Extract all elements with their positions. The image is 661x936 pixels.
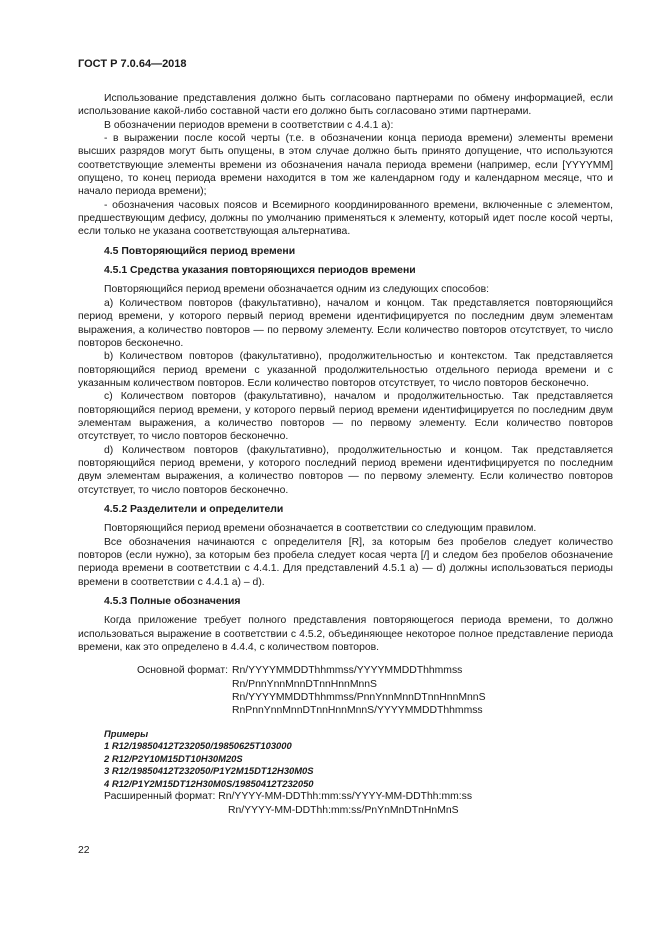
section-heading-4-5-2: 4.5.2 Разделители и определители — [104, 503, 284, 515]
paragraph: d) Количеством повторов (факультативно), продолжительностью и концом. Так представляется повторяющийся период времени, у которого последний период времени идентифицируется по последним двум элементам выражения, а количество повторов — по первому элементу. Если количество повторов отсутствует, то число повторов бесконечно. — [78, 444, 613, 496]
format-line: Rn/YYYY-MM-DDThh:mm:ss/PnYnMnDTnHnMnS — [228, 804, 459, 816]
example-item: 3 R12/19850412T232050/P1Y2M15DT12H30M0S — [104, 765, 314, 777]
paragraph: c) Количеством повторов (факультативно), началом и продолжительностью. Так представляется повторяющийся период времени, у которого первый период времени идентифицируется по последним двум элементам выражения, а количество повторов — по первому элементу. Если количество повторов отсутствует, то число повторов бесконечно. — [78, 391, 613, 443]
examples-block — [78, 728, 613, 791]
basic-format-label: Основной формат: — [137, 665, 228, 677]
section-heading-4-5: 4.5 Повторяющийся период времени — [104, 245, 296, 257]
section-heading-4-5-3: 4.5.3 Полные обозначения — [104, 596, 241, 608]
example-item: 2 R12/P2Y10M15DT10H30M20S — [104, 752, 243, 764]
paragraph: Все обозначения начинаются с определителя [R], за которым без пробелов следует количество повторов (если нужно), за которым без пробела следует косая черта [/] и следом без пробелов обозначение периода времени в соответствии с 4.4.1. Для представлений 4.5.1 а) — d) должны использоваться периоды времени в соответствии с 4.4.1 а) – d). — [78, 536, 613, 588]
paragraph: - в выражении после косой черты (т.е. в обозначении конца периода времени) элементы времени высших разрядов могут быть опущены, в этом случае должно быть принято допущение, что используются соответствующие элементы времени из обозначения начала периода времени (например, если [YYYYMM] опущено, то конец периода времени находится в том же календарном году и календарном месяце, что и начало периода времени); — [78, 133, 613, 198]
format-line: RnPnnYnnMnnDTnnHnnMnnS/YYYYMMDDThhmmss — [232, 705, 483, 717]
paragraph: Повторяющийся период времени обозначается в соответствии со следующим правилом. — [104, 523, 537, 535]
paragraph: - обозначения часовых поясов и Всемирного координированного времени, включенные с элементом, предшествующим дефису, должны по умолчанию применяться к элементу, который идет после косой черты, если только не указана соответствующая альтернатива. — [78, 199, 613, 238]
paragraph: В обозначении периодов времени в соответствии с 4.4.1 а): — [104, 119, 394, 131]
example-item: 4 R12/P1Y2M15DT12H30M0S/19850412T232050 — [104, 777, 314, 789]
paragraph: Повторяющийся период времени обозначается одним из следующих способов: — [104, 284, 490, 296]
paragraph: Когда приложение требует полного представления повторяющегося периода времени, то должно использоваться выражение в соответствии с 4.5.2, объединяющее некоторое полное представление периода времени, как это определено в 4.4.4, с количеством повторов. — [78, 615, 613, 654]
format-line: Rn/YYYY-MM-DDThh:mm:ss/YYYY-MM-DDThh:mm:ss — [218, 791, 473, 803]
examples-title: Примеры — [104, 727, 149, 739]
document-body — [78, 92, 613, 817]
example-item: 1 R12/19850412T232050/19850625T103000 — [104, 740, 292, 752]
format-line: Rn/YYYYMMDDThhmmss/YYYYMMDDThhmmss — [232, 665, 463, 677]
paragraph: а) Количеством повторов (факультативно), началом и концом. Так представляется повторяющийся период времени, у которого первый период времени идентифицируется по последним двум элементам выражения, а количество повторов — по первому элементу. Если количество повторов отсутствует, то число повторов бесконечно. — [78, 297, 613, 349]
page-number: 22 — [78, 845, 90, 856]
section-heading-4-5-1: 4.5.1 Средства указания повторяющихся периодов времени — [104, 265, 416, 277]
document-header: ГОСТ Р 7.0.64—2018 — [78, 58, 187, 70]
format-line: Rn/YYYYMMDDThhmmss/PnnYnnMnnDTnnHnnMnnS — [232, 692, 486, 704]
paragraph: Использование представления должно быть согласовано партнерами по обмену информацией, если использование какой-либо составной части его должно быть согласовано этими партнерами. — [78, 93, 613, 118]
extended-format-block — [78, 790, 613, 817]
paragraph: b) Количеством повторов (факультативно), продолжительностью и контекстом. Так представляется повторяющийся период времени с указанной продолжительностью отдельного периода времени и с указанным количеством повторов. Если количество повторов отсутствует, то число повторов бесконечно. — [78, 351, 613, 389]
format-line: Rn/PnnYnnMnnDTnnHnnMnnS — [232, 678, 377, 690]
extended-format-label: Расширенный формат: — [104, 791, 216, 803]
basic-format-block — [78, 664, 613, 717]
